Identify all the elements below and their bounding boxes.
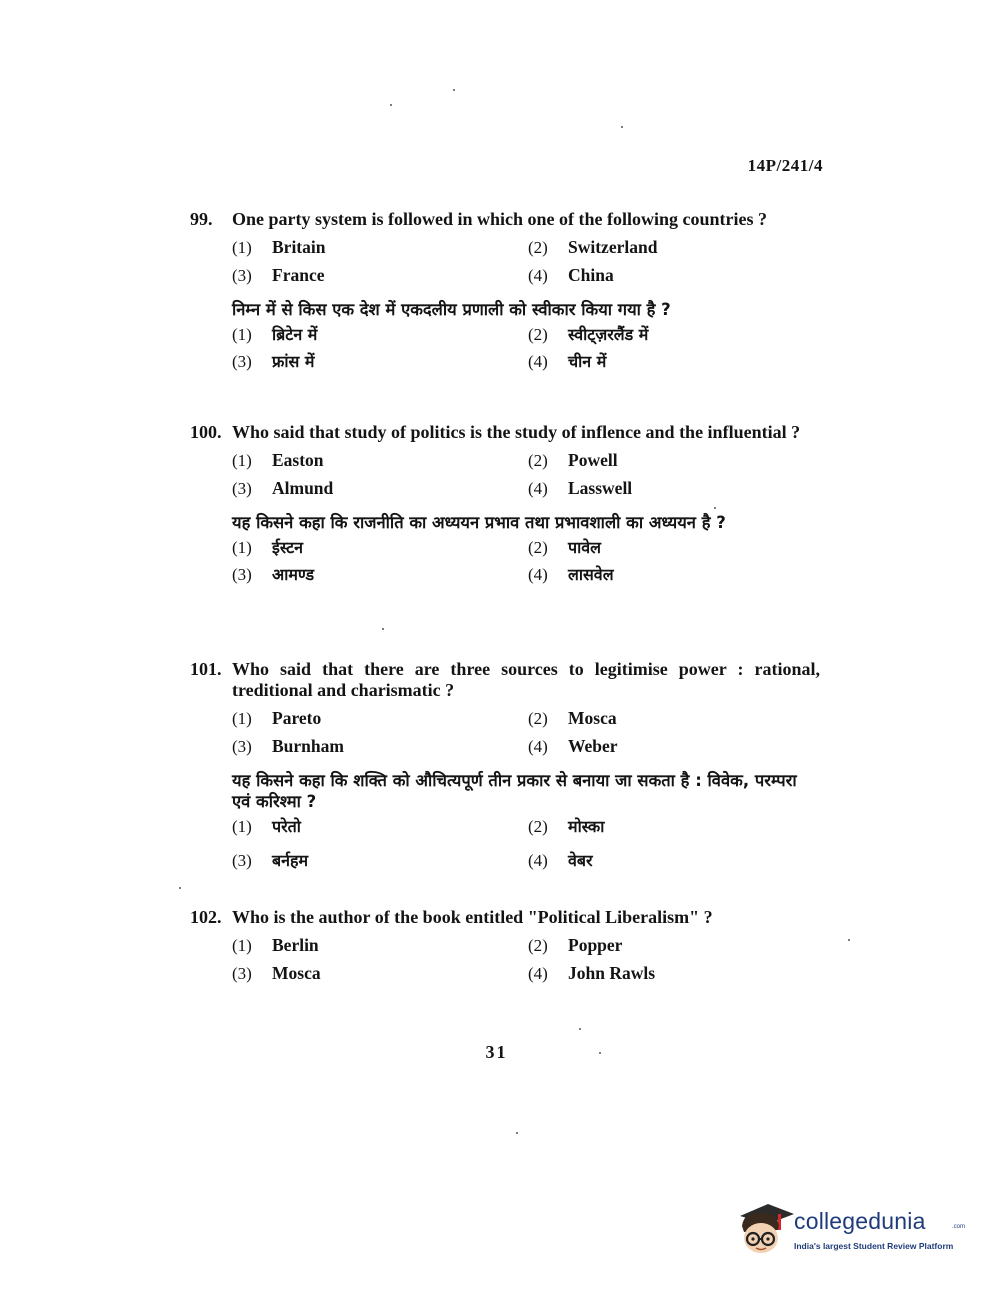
options-english <box>190 934 820 985</box>
options-hindi <box>190 816 820 872</box>
options-hindi <box>190 324 820 373</box>
question-102 <box>190 907 820 985</box>
scan-speck <box>390 104 392 106</box>
option-2: (2) Switzerland <box>528 237 658 257</box>
option-2-hindi: (2) मोस्का <box>528 817 605 836</box>
brand-name: collegedunia <box>794 1208 926 1234</box>
option-2-hindi: (2) पावेल <box>528 538 601 557</box>
option-1: (1) Pareto <box>232 708 322 728</box>
question-text-hindi: यह किसने कहा कि राजनीति का अध्ययन प्रभाव तथा प्रभावशाली का अध्ययन है ? <box>232 513 726 532</box>
options-english <box>190 236 820 287</box>
scan-speck <box>621 126 623 128</box>
options-english <box>190 707 820 758</box>
page-number: 31 <box>485 1042 508 1062</box>
question-99 <box>190 209 820 373</box>
scan-speck <box>599 1052 601 1054</box>
options-english <box>190 449 820 500</box>
student-mascot-icon <box>734 1196 796 1260</box>
option-2: (2) Popper <box>528 935 623 955</box>
option-3: (3) France <box>232 265 325 285</box>
option-3-hindi: (3) फ्रांस में <box>232 352 315 371</box>
option-2-hindi: (2) स्वीट्ज़रलैंड में <box>528 325 649 344</box>
question-text: Who said that there are three sources to legitimise power : rational, treditional and charismatic ? <box>232 659 820 700</box>
question-text-hindi: यह किसने कहा कि शक्ति को औचित्यपूर्ण तीन प्रकार से बनाया जा सकता है : विवेक, परम्परा एवं करिश्मा ? <box>232 771 797 811</box>
option-4-hindi: (4) चीन में <box>528 352 607 371</box>
option-4: (4) Lasswell <box>528 478 633 498</box>
option-1-hindi: (1) परेतो <box>232 817 301 836</box>
paper-code: 14P/241/4 <box>747 156 823 175</box>
scan-speck <box>579 1028 581 1030</box>
scan-speck <box>516 1132 518 1134</box>
option-4: (4) John Rawls <box>528 963 656 983</box>
question-text-hindi: निम्न में से किस एक देश में एकदलीय प्रणाली को स्वीकार किया गया है ? <box>232 300 671 319</box>
option-1-hindi: (1) ईस्टन <box>232 538 304 557</box>
option-1: (1) Britain <box>232 237 326 257</box>
collegedunia-watermark <box>734 1196 964 1266</box>
option-1-hindi: (1) ब्रिटेन में <box>232 325 318 344</box>
question-number: 101. <box>190 659 222 679</box>
scan-speck <box>714 507 716 509</box>
question-number: 99. <box>190 209 213 229</box>
question-text: Who is the author of the book entitled "Political Liberalism" ? <box>232 907 713 927</box>
option-4-hindi: (4) वेबर <box>528 851 593 870</box>
question-100 <box>190 422 820 586</box>
scan-speck <box>382 628 384 630</box>
question-number: 100. <box>190 422 222 442</box>
option-4: (4) Weber <box>528 736 618 756</box>
option-4-hindi: (4) लासवेल <box>528 565 614 584</box>
question-number: 102. <box>190 907 222 927</box>
scan-speck <box>848 939 850 941</box>
option-3: (3) Almund <box>232 478 334 498</box>
option-3-hindi: (3) बर्नहम <box>232 851 309 870</box>
options-hindi <box>190 537 820 586</box>
option-1: (1) Berlin <box>232 935 319 955</box>
option-4: (4) China <box>528 265 614 285</box>
scan-speck <box>179 887 181 889</box>
question-text: One party system is followed in which one of the following countries ? <box>232 209 767 229</box>
option-1: (1) Easton <box>232 450 324 470</box>
brand-tagline: India's largest Student Review Platform <box>794 1241 954 1251</box>
option-3: (3) Burnham <box>232 736 344 756</box>
option-2: (2) Powell <box>528 450 618 470</box>
question-text: Who said that study of politics is the study of inflence and the influential ? <box>232 422 801 442</box>
option-3-hindi: (3) आमण्ड <box>232 565 315 584</box>
option-3: (3) Mosca <box>232 963 321 983</box>
scan-speck <box>453 89 455 91</box>
brand-domain: .com <box>952 1224 966 1230</box>
option-2: (2) Mosca <box>528 708 617 728</box>
question-101 <box>190 659 820 872</box>
